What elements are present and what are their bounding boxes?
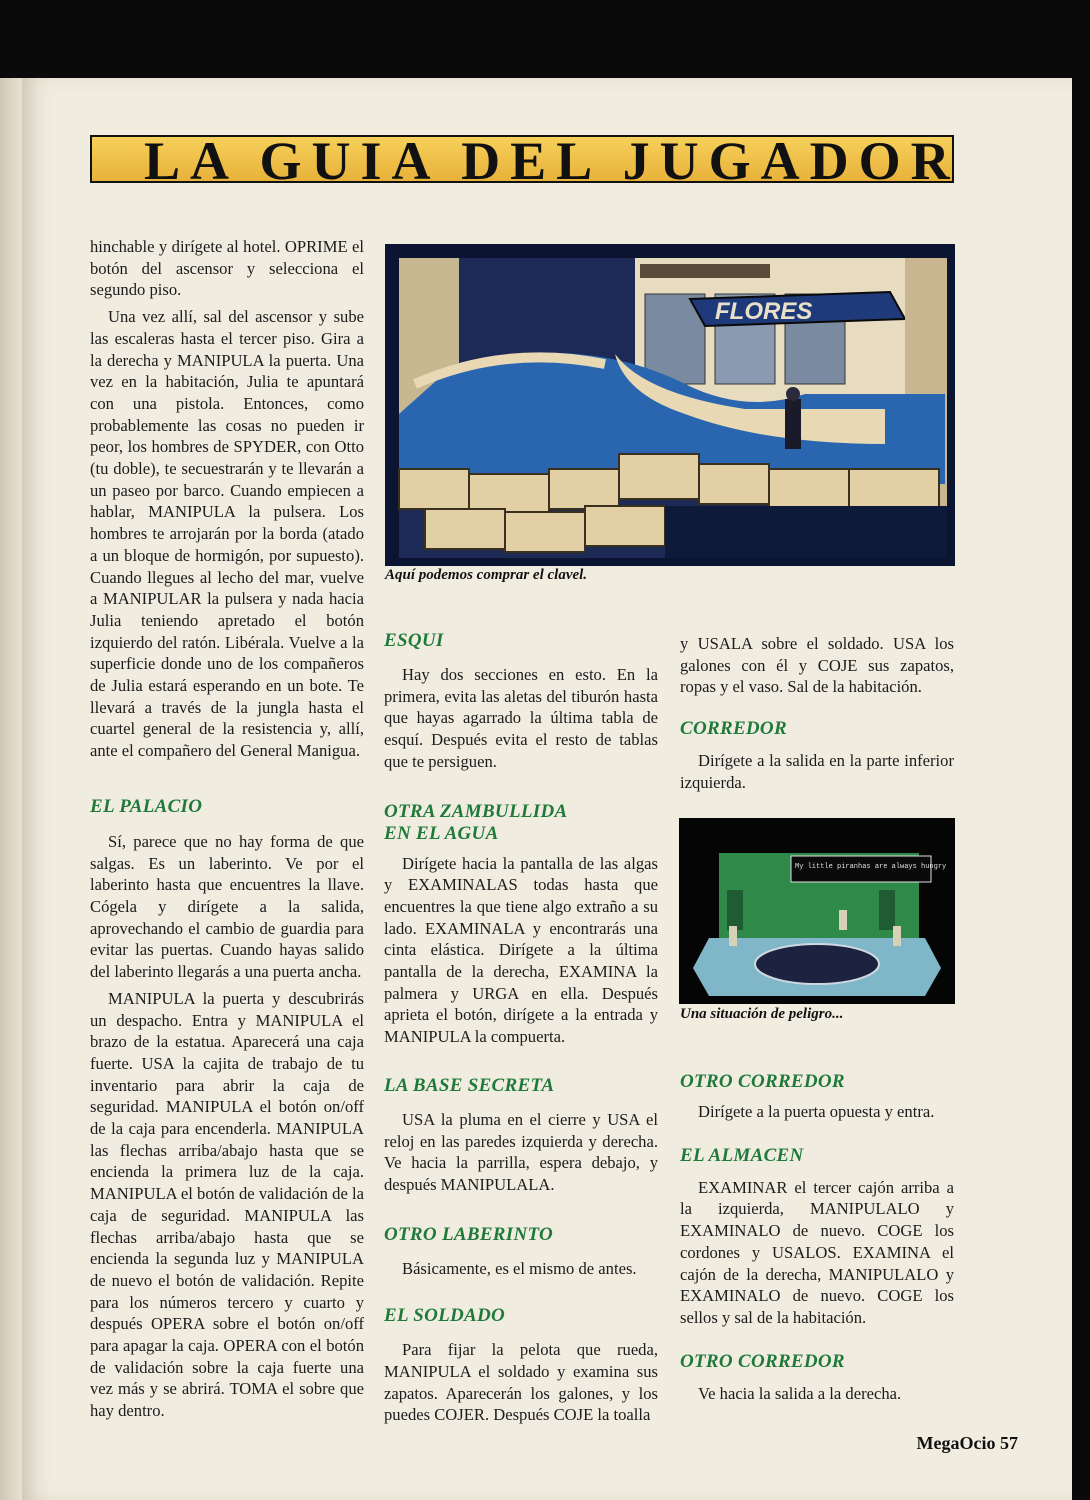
paragraph: hinchable y dirígete al hotel. OPRIME el botón del ascensor y selecciona el segundo piso.: [90, 237, 364, 300]
paragraph: Básicamente, es el mismo de antes.: [402, 1258, 637, 1278]
flores-sign-text: FLORES: [715, 298, 813, 325]
section-heading-palacio: EL PALACIO: [90, 795, 203, 817]
hud-text: My little piranhas are always hungry: [795, 863, 947, 871]
section-heading-base: LA BASE SECRETA: [384, 1074, 555, 1096]
column-left: [90, 236, 364, 1422]
paragraph: Dirígete hacia la pantalla de las algas y EXAMINALAS todas hasta que encuentres la que tiene algo extraño a su lado. EXAMINALA y encontrarás una cinta elástica. Dirígete a la última pantalla de la derecha, EXAMINA la palmera y URGA en ella. Después aprieta el botón, dirígete a la entrada y MANIPULA la compuerta.: [384, 853, 658, 1047]
column-right-top: [680, 633, 954, 794]
game-screenshot-piranhas: [679, 818, 955, 1004]
paragraph: USA la pluma en el cierre y USA el reloj en las paredes izquierda y derecha. Ve hacia la parrilla, espera debajo, y después MANIPULALA.: [384, 1109, 658, 1194]
section-heading-soldado: EL SOLDADO: [384, 1305, 506, 1327]
banner-title: LA GUIA DEL JUGADOR: [144, 131, 960, 191]
section-heading-esqui: ESQUI: [384, 630, 444, 651]
column-right-bottom: [680, 1071, 954, 1404]
paragraph: Sí, parece que no hay forma de que salgas. Es un laberinto. Ve por el laberinto hasta que encuentres la llave. Cógela y dirígete a la salida, aprovechando el cambio de guardia para evitar las puertas. Cuando hayas salido del laberinto llegarás a una puerta ancha.: [90, 831, 364, 982]
piranha-room-image: [679, 818, 955, 1004]
section-heading-otro-corredor: OTRO CORREDOR: [680, 1071, 845, 1092]
paragraph: Para fijar la pelota que rueda, MANIPULA el soldado y examina sus zapatos. Aparecerán los galones, y los puedes COJER. Después COJE la toalla: [384, 1340, 658, 1425]
paragraph: Ve hacia la salida a la derecha.: [698, 1383, 902, 1403]
paragraph: Hay dos secciones en esto. En la primera, evita las aletas del tiburón hasta que hayas agarrado la última tabla de esquí. Después evita el resto de tablas que te persiguen.: [384, 665, 658, 771]
image-caption: Una situación de peligro...: [680, 1006, 844, 1022]
paragraph: MANIPULA la puerta y descubrirás un despacho. Entra y MANIPULA el brazo de la estatua. Aparecerá una caja fuerte. USA la cajita de trabajo de tu inventario para abrir la caja de seguridad. MANIPULA el botón on/off de la caja para encenderla. MANIPULA las flechas arriba/abajo hasta que se encienda la primera luz de la caja. MANIPULA el botón de validación de la caja de seguridad. MANIPULA las flechas arriba/abajo hasta que se encienda la segunda luz y MANIPULA de nuevo el botón de validación. Repite para los números tercero y cuarto y después OPERA sobre el botón on/off para apagar la caja. OPERA con el botón de validación sobre la caja fuerte una vez más y se abrirá. TOMA el sobre que hay dentro.: [90, 988, 364, 1421]
column-middle: [384, 630, 658, 1426]
section-heading-corredor: CORREDOR: [680, 718, 787, 740]
paragraph: Una vez allí, sal del ascensor y sube las escaleras hasta el tercer piso. Gira a la derecha y MANIPULA la puerta. Una vez en la habitación, Julia te apuntará con una pistola. Entonces, como probablemente las cosas no pueden ir peor, los hombres de SPYDER, con Otto (tu doble), te secuestrarán y te llevarán a un paseo por barco. Cuando empiecen a hablar, MANIPULA la pulsera. Los hombres te arrojarán por la borda (atado a un bloque de hormigón, por supuesto). Cuando llegues al lecho del mar, vuelve a MANIPULAR la pulsera y nada hacia Julia teniendo apretado el botón izquierdo del ratón. Libérala. Vuelve a la superficie donde uno de los compañeros de Julia estará esperando en un bote. Te llevará a través de la jungla hasta el cuartel general de la resistencia y, allí, ante el compañero del General Manigua.: [90, 307, 364, 761]
paragraph: y USALA sobre el soldado. USA los galones con él y COJE sus zapatos, ropas y el vaso. Sal de la habitación.: [680, 634, 954, 697]
paragraph: Dirígete a la puerta opuesta y entra.: [698, 1102, 935, 1121]
paragraph: Dirígete a la salida en la parte inferior izquierda.: [680, 751, 954, 792]
image-caption: Aquí podemos comprar el clavel.: [385, 567, 588, 583]
page-number: MegaOcio 57: [916, 1433, 1018, 1453]
section-heading-laberinto: OTRO LABERINTO: [384, 1223, 554, 1245]
section-heading-zambullida: OTRA ZAMBULLIDA EN EL AGUA: [384, 800, 567, 844]
paragraph: EXAMINAR el tercer cajón arriba a la izquierda, MANIPULALO y EXAMINALO de nuevo. COGE los cordones y USALOS. EXAMINA el cajón de la derecha, MANIPULALO y EXAMINALO de nuevo. COGE los sellos y sal de la habitación.: [680, 1177, 954, 1327]
section-banner: [90, 131, 960, 191]
hotel-scene-image: [385, 244, 955, 566]
game-screenshot-hotel: [385, 244, 955, 566]
page-spine: [0, 78, 22, 1500]
section-heading-almacen: EL ALMACEN: [680, 1144, 804, 1166]
section-heading-otro-corredor-2: OTRO CORREDOR: [680, 1350, 845, 1372]
